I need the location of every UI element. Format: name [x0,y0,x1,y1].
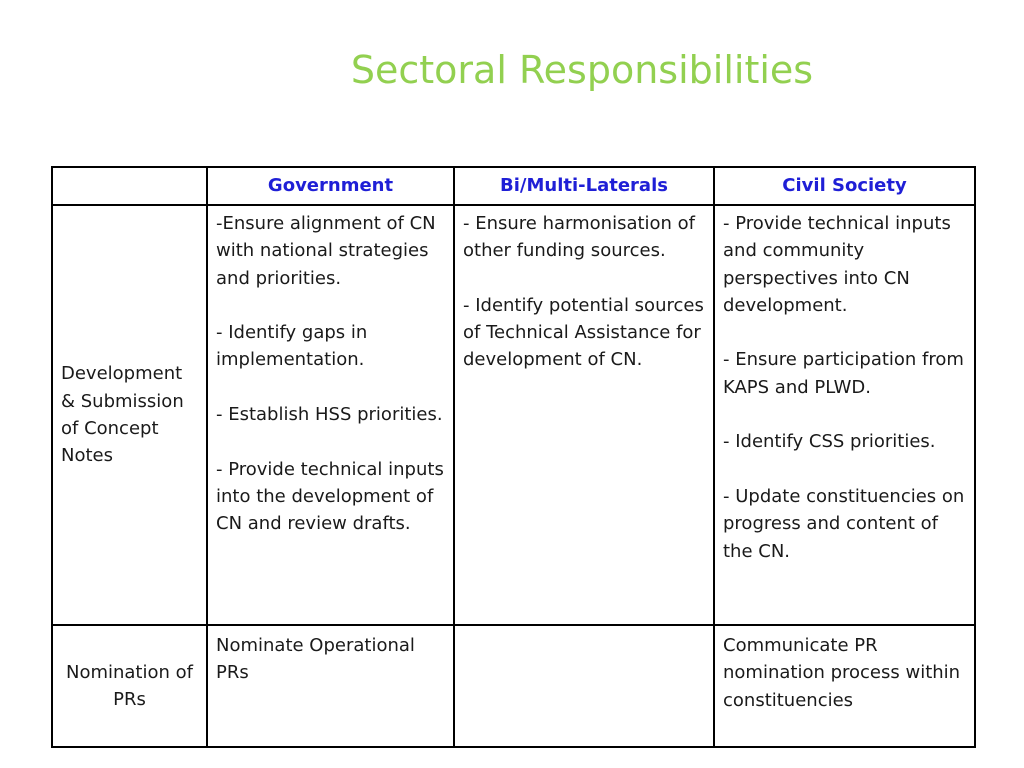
cell-text: -Ensure alignment of CN with national strategies and priorities. - Identify gaps in implementation. - Establish HSS priorities. - Provide technical inputs into the development of CN and review drafts. [216,213,444,535]
cell-text: Communicate PR nomination process within constituencies [723,635,961,711]
slide-title: Sectoral Responsibilities [350,48,814,92]
table-header-row [52,167,975,205]
table-row [52,625,975,747]
cell-text: Nominate Operational PRs [216,635,415,684]
row-label-text: Development & Submission of Concept Notes [61,363,184,467]
row-label-nomination [52,625,207,747]
cell-civil-society [714,205,975,625]
header-civil-society: Civil Society [714,167,975,205]
cell-bi-multi-laterals [454,205,714,625]
header-bi-multi-laterals: Bi/Multi-Laterals [454,167,714,205]
row-label-development [52,205,207,625]
header-empty [52,167,207,205]
cell-government [207,205,454,625]
header-government: Government [207,167,454,205]
row-label-text: Nomination of PRs [65,661,193,710]
cell-text [463,626,705,630]
cell-civil-society [714,625,975,747]
table-row [52,205,975,625]
cell-text: - Provide technical inputs and community perspectives into CN development. - Ensure participation from KAPS and PLWD. - Identify CSS priorities. - Update constituencies on progress and content of the CN. [723,213,965,562]
cell-government [207,625,454,747]
cell-bi-multi-laterals [454,625,714,747]
cell-text: - Ensure harmonisation of other funding sources. - Identify potential sources of Technical Assistance for development of CN. [463,213,704,371]
responsibilities-table [51,166,976,748]
